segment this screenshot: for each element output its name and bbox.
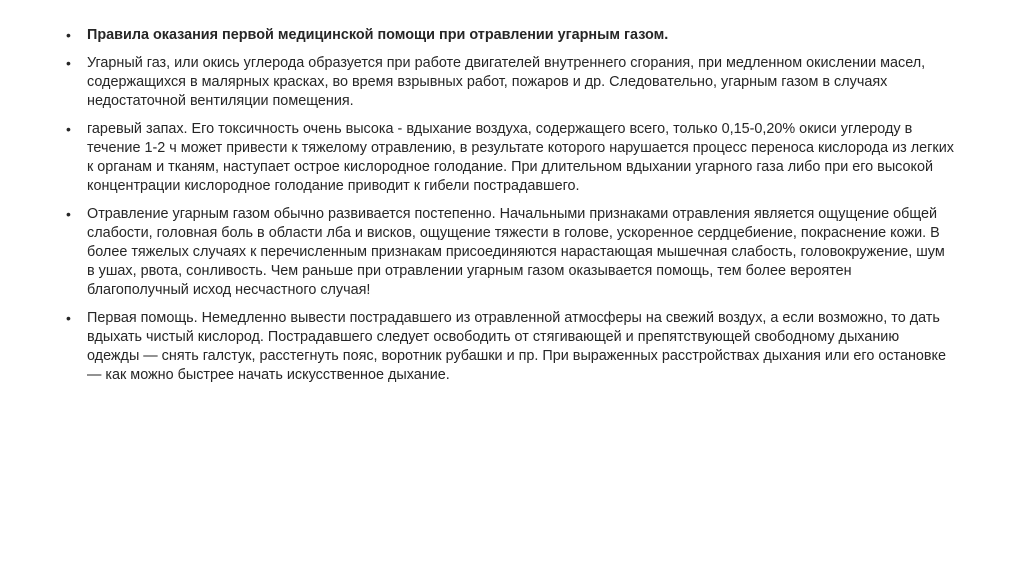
bullet-item-definition: [66, 54, 954, 111]
bullet-item-first-aid: [66, 309, 954, 385]
bullet-dot-icon: •: [66, 27, 71, 43]
bullet-text: Правила оказания первой медицинской помощи при отравлении угарным газом.: [87, 27, 669, 43]
bullet-list: [66, 26, 954, 385]
bullet-dot-icon: •: [66, 55, 71, 71]
bullet-text: гаревый запах. Его токсичность очень высока - вдыхание воздуха, содержащего всего, только 0,15-0,20% окиси углероду в течение 1-2 ч может привести к тяжелому отравлению, в результате которого нарушается процесс переноса кислорода из легких к органам и тканям, наступает острое кислородное голодание. При длительном вдыхании угарного газа либо при его высокой концентрации кислородное голодание приводит к гибели пострадавшего.: [87, 121, 954, 194]
bullet-text: Отравление угарным газом обычно развивается постепенно. Начальными признаками отравления является ощущение общей слабости, головная боль в области лба и висков, ощущение тяжести в голове, ускоренное сердцебиение, покраснение кожи. В более тяжелых случаях к перечисленным признакам присоединяются нарастающая мышечная слабость, головокружение, шум в ушах, рвота, сонливость. Чем раньше при отравлении угарным газом оказывается помощь, тем более вероятен благополучный исход несчастного случая!: [87, 206, 945, 298]
bullet-dot-icon: •: [66, 121, 71, 137]
bullet-item-toxicity: [66, 120, 954, 196]
bullet-text: Первая помощь. Немедленно вывести пострадавшего из отравленной атмосферы на свежий воздух, а если возможно, то дать вдыхать чистый кислород. Пострадавшего следует освободить от стягивающей и препятствующей свободному дыханию одежды — снять галстук, расстегнуть пояс, воротник рубашки и пр. При выраженных расстройствах дыхания или его остановке — как можно быстрее начать искусственное дыхание.: [87, 310, 947, 383]
bullet-dot-icon: •: [66, 310, 71, 326]
bullet-text: Угарный газ, или окись углерода образуется при работе двигателей внутреннего сгорания, при медленном окислении масел, содержащихся в малярных красках, во время взрывных работ, пожаров и др. Следовательно, угарным газом в случаях недостаточной вентиляции помещения.: [87, 55, 926, 109]
bullet-dot-icon: •: [66, 206, 71, 222]
bullet-item-symptoms: [66, 205, 954, 300]
bullet-item-title: [66, 26, 954, 45]
